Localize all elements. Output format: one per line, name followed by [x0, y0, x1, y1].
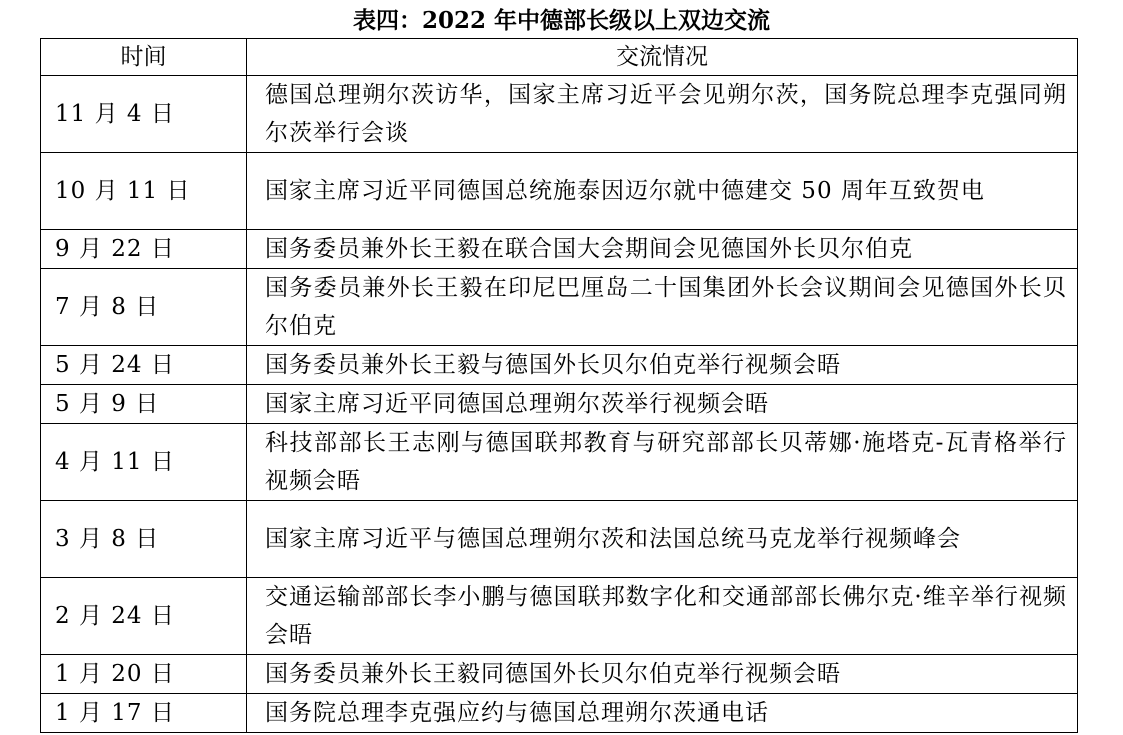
- row-description: 交通运输部部长李小鹏与德国联邦数字化和交通部部长佛尔克·维辛举行视频会晤: [247, 578, 1078, 655]
- row-description: 国务委员兼外长王毅同德国外长贝尔伯克举行视频会晤: [247, 655, 1078, 694]
- table-row: [41, 424, 1078, 501]
- row-date: 1 月 20 日: [41, 655, 247, 694]
- row-description: 德国总理朔尔茨访华，国家主席习近平会见朔尔茨，国务院总理李克强同朔尔茨举行会谈: [247, 76, 1078, 153]
- row-description: 科技部部长王志刚与德国联邦教育与研究部部长贝蒂娜·施塔克-瓦青格举行视频会晤: [247, 424, 1078, 501]
- table-header-row: [41, 39, 1078, 76]
- row-description: 国务院总理李克强应约与德国总理朔尔茨通电话: [247, 694, 1078, 733]
- table-row: [41, 501, 1078, 578]
- row-date: 5 月 24 日: [41, 346, 247, 385]
- table-row: [41, 385, 1078, 424]
- table-title: 表四：2022 年中德部长级以上双边交流: [352, 7, 771, 34]
- table-row: [41, 269, 1078, 346]
- row-date: 9 月 22 日: [41, 230, 247, 269]
- table-row: [41, 153, 1078, 230]
- row-date: 2 月 24 日: [41, 578, 247, 655]
- row-description: 国务委员兼外长王毅在联合国大会期间会见德国外长贝尔伯克: [247, 230, 1078, 269]
- row-description: 国家主席习近平同德国总理朔尔茨举行视频会晤: [247, 385, 1078, 424]
- row-date: 11 月 4 日: [41, 76, 247, 153]
- row-date: 4 月 11 日: [41, 424, 247, 501]
- row-date: 5 月 9 日: [41, 385, 247, 424]
- table-row: [41, 230, 1078, 269]
- bilateral-exchange-table: [40, 38, 1078, 733]
- row-date: 1 月 17 日: [41, 694, 247, 733]
- table-row: [41, 346, 1078, 385]
- row-date: 10 月 11 日: [41, 153, 247, 230]
- header-exchange: 交流情况: [247, 39, 1078, 76]
- table-row: [41, 655, 1078, 694]
- row-date: 3 月 8 日: [41, 501, 247, 578]
- row-description: 国务委员兼外长王毅与德国外长贝尔伯克举行视频会晤: [247, 346, 1078, 385]
- table-row: [41, 76, 1078, 153]
- header-time: 时间: [41, 39, 247, 76]
- row-description: 国务委员兼外长王毅在印尼巴厘岛二十国集团外长会议期间会见德国外长贝尔伯克: [247, 269, 1078, 346]
- table-row: [41, 578, 1078, 655]
- row-date: 7 月 8 日: [41, 269, 247, 346]
- row-description: 国家主席习近平同德国总统施泰因迈尔就中德建交 50 周年互致贺电: [247, 153, 1078, 230]
- row-description: 国家主席习近平与德国总理朔尔茨和法国总统马克龙举行视频峰会: [247, 501, 1078, 578]
- table-row: [41, 694, 1078, 733]
